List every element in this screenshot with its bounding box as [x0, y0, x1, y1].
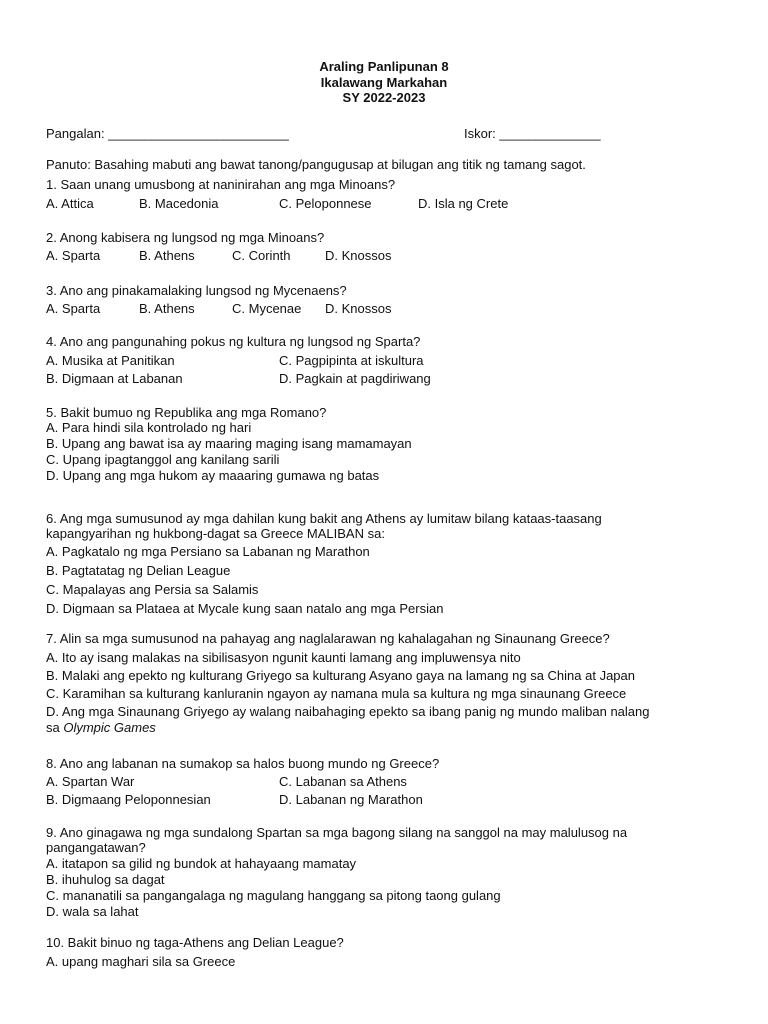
question-6-line-1: 6. Ang mga sumusunod ay mga dahilan kung bakit ang Athens ay lumitaw bilang kataas-taasang: [46, 511, 602, 526]
q2-choice-a[interactable]: A. Sparta: [46, 248, 101, 263]
question-2: 2. Anong kabisera ng lungsod ng mga Minoans?: [46, 230, 325, 245]
question-8: 8. Ano ang labanan na sumakop sa halos buong mundo ng Greece?: [46, 756, 440, 771]
question-10: 10. Bakit binuo ng taga-Athens ang Delian League?: [46, 935, 344, 950]
q5-choice-c[interactable]: C. Upang ipagtanggol ang kanilang sarili: [46, 452, 280, 467]
quarter-title: Ikalawang Markahan: [320, 74, 448, 90]
question-9-line-1: 9. Ano ginagawa ng mga sundalong Spartan sa mga bagong silang na sanggol na may malulusog na: [46, 825, 628, 840]
instructions: Panuto: Basahing mabuti ang bawat tanong/pangugusap at bilugan ang titik ng tamang sagot.: [46, 157, 586, 172]
q10-choice-a[interactable]: A. upang maghari sila sa Greece: [46, 954, 236, 969]
q8-choice-b[interactable]: B. Digmaang Peloponnesian: [46, 792, 211, 807]
q8-choice-c[interactable]: C. Labanan sa Athens: [279, 774, 407, 789]
q1-choice-a[interactable]: A. Attica: [46, 196, 94, 211]
q9-choice-a[interactable]: A. itatapon sa gilid ng bundok at hahayaang mamatay: [46, 856, 357, 871]
q4-choice-c[interactable]: C. Pagpipinta at iskultura: [279, 353, 424, 368]
q6-choice-d[interactable]: D. Digmaan sa Plataea at Mycale kung saan natalo ang mga Persian: [46, 601, 444, 616]
q4-choice-a[interactable]: A. Musika at Panitikan: [46, 353, 175, 368]
question-5: 5. Bakit bumuo ng Republika ang mga Romano?: [46, 405, 327, 420]
q5-choice-a[interactable]: A. Para hindi sila kontrolado ng hari: [46, 420, 252, 435]
q8-choice-a[interactable]: A. Spartan War: [46, 774, 135, 789]
q4-choice-d[interactable]: D. Pagkain at pagdiriwang: [279, 371, 431, 386]
q3-choice-b[interactable]: B. Athens: [139, 301, 195, 316]
q7-choice-d[interactable]: D. Ang mga Sinaunang Griyego ay walang naibahaging epekto sa ibang panig ng mundo maliban nalang: [46, 704, 650, 719]
question-9-line-2: pangangatawan?: [46, 840, 146, 855]
question-7: 7. Alin sa mga sumusunod na pahayag ang naglalarawan ng kahalagahan ng Sinaunang Greece?: [46, 631, 610, 646]
q3-choice-c[interactable]: C. Mycenae: [232, 301, 302, 316]
q5-choice-b[interactable]: B. Upang ang bawat isa ay maaring maging isang mamamayan: [46, 436, 412, 451]
q6-choice-c[interactable]: C. Mapalayas ang Persia sa Salamis: [46, 582, 259, 597]
question-3: 3. Ano ang pinakamalaking lungsod ng Mycenaens?: [46, 283, 347, 298]
name-field[interactable]: Pangalan: _________________________: [46, 126, 289, 141]
q6-choice-a[interactable]: A. Pagkatalo ng mga Persiano sa Labanan ng Marathon: [46, 544, 370, 559]
q7-choice-a[interactable]: A. Ito ay isang malakas na sibilisasyon ngunit kaunti lamang ang impluwensya nito: [46, 650, 521, 665]
q8-choice-d[interactable]: D. Labanan ng Marathon: [279, 792, 423, 807]
school-year: SY 2022-2023: [342, 90, 426, 105]
q5-choice-d[interactable]: D. Upang ang mga hukom ay maaaring gumawa ng batas: [46, 468, 380, 483]
question-4: 4. Ano ang pangunahing pokus ng kultura ng lungsod ng Sparta?: [46, 334, 421, 349]
q9-choice-b[interactable]: B. ihuhulog sa dagat: [46, 872, 165, 887]
exam-header: [0, 59, 768, 106]
q7-choice-b[interactable]: B. Malaki ang epekto ng kulturang Griyego sa kulturang Asyano gaya na lamang ng sa China at Japan: [46, 668, 635, 683]
q1-choice-c[interactable]: C. Peloponnese: [279, 196, 372, 211]
olympic-games-text: Olympic Games: [63, 720, 156, 735]
q7-choice-c[interactable]: C. Karamihan sa kulturang kanluranin ngayon ay namana mula sa kultura ng mga sinaunang Greece: [46, 686, 627, 701]
q3-choice-a[interactable]: A. Sparta: [46, 301, 101, 316]
score-field[interactable]: Iskor: ______________: [464, 126, 601, 141]
q7-choice-d-prefix: sa: [46, 720, 64, 735]
q4-choice-b[interactable]: B. Digmaan at Labanan: [46, 371, 183, 386]
q9-choice-c[interactable]: C. mananatili sa pangangalaga ng magulang hanggang sa pitong taong gulang: [46, 888, 501, 903]
q3-choice-d[interactable]: D. Knossos: [325, 301, 392, 316]
q2-choice-b[interactable]: B. Athens: [139, 248, 195, 263]
q2-choice-c[interactable]: C. Corinth: [232, 248, 291, 263]
q2-choice-d[interactable]: D. Knossos: [325, 248, 392, 263]
q1-choice-d[interactable]: D. Isla ng Crete: [418, 196, 509, 211]
q6-choice-b[interactable]: B. Pagtatatag ng Delian League: [46, 563, 231, 578]
q7-choice-d-line-2: [46, 720, 156, 735]
subject-title: Araling Panlipunan 8: [319, 59, 449, 74]
question-1: 1. Saan unang umusbong at naninirahan ang mga Minoans?: [46, 177, 396, 192]
question-6-line-2: kapangyarihan ng hukbong-dagat sa Greece MALIBAN sa:: [46, 526, 385, 541]
q1-choice-b[interactable]: B. Macedonia: [139, 196, 219, 211]
q9-choice-d[interactable]: D. wala sa lahat: [46, 904, 139, 919]
